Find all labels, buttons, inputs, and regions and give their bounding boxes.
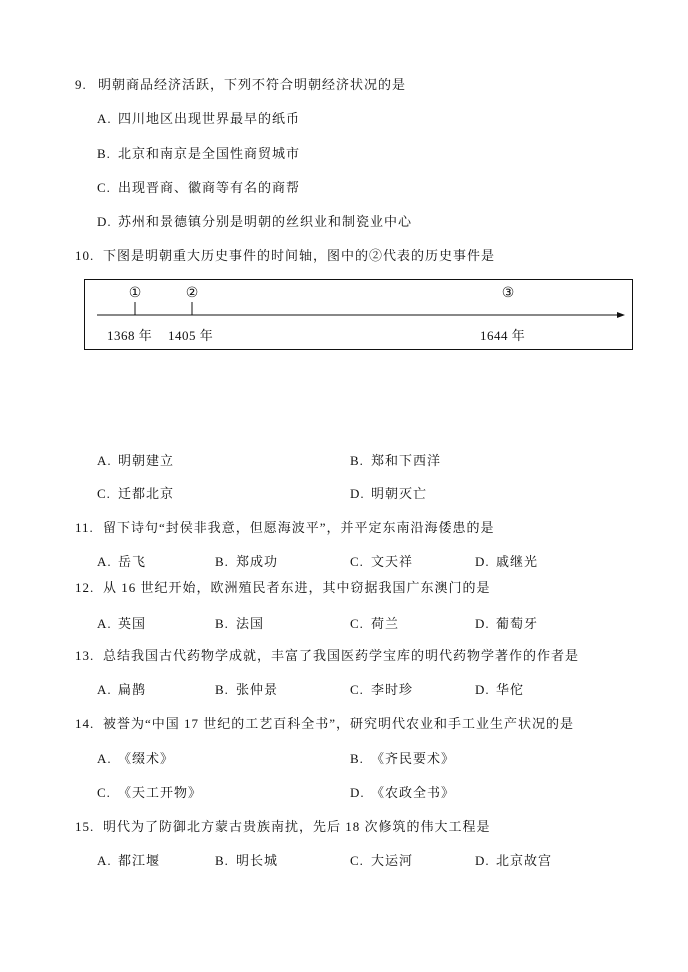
timeline-year-1: 1368 年 <box>107 328 153 343</box>
option-label: C. <box>350 853 364 868</box>
option-label: A. <box>97 616 112 631</box>
option-label: A. <box>97 751 112 766</box>
option-text: 明朝建立 <box>118 453 175 468</box>
option-label: B. <box>215 853 229 868</box>
question-stem: 被誉为“中国 17 世纪的工艺百科全书”，研究明代农业和手工业生产状况的是 <box>103 716 575 731</box>
question-12-stem-line <box>75 580 491 596</box>
option-label: B. <box>350 751 364 766</box>
option-label: A. <box>97 111 112 126</box>
timeline-marker-3: ③ <box>501 285 515 301</box>
option-text: 英国 <box>118 616 147 631</box>
option-label: D. <box>475 554 490 569</box>
option-text: 大运河 <box>371 853 414 868</box>
question-number: 13. <box>75 648 95 663</box>
timeline-marker-1: ① <box>128 285 142 301</box>
option-text: 戚继光 <box>496 554 539 569</box>
option-text: 郑和下西洋 <box>371 453 442 468</box>
question-9-option-a <box>97 111 300 127</box>
timeline-box <box>84 279 633 350</box>
option-label: A. <box>97 682 112 697</box>
question-10-stem-line <box>75 248 495 264</box>
option-label: D. <box>350 486 365 501</box>
question-stem: 从 16 世纪开始，欧洲殖民者东进，其中窃据我国广东澳门的是 <box>103 580 491 595</box>
option-label: B. <box>97 146 111 161</box>
question-14-option-d <box>350 785 455 801</box>
question-number: 12. <box>75 580 95 595</box>
question-11-option-d <box>475 554 538 570</box>
option-text: 李时珍 <box>371 682 414 697</box>
question-10-option-d <box>350 486 427 502</box>
option-text: 《天工开物》 <box>118 785 203 800</box>
question-11-option-b <box>215 554 278 570</box>
question-13-option-d <box>475 682 524 698</box>
question-9-stem-line <box>75 77 406 93</box>
question-11-option-c <box>350 554 413 570</box>
timeline-arrow-head <box>617 312 625 318</box>
timeline-marker-2: ② <box>185 285 199 301</box>
option-text: 《农政全书》 <box>371 785 456 800</box>
option-label: B. <box>215 616 229 631</box>
option-text: 明朝灭亡 <box>371 486 428 501</box>
question-14-option-b <box>350 751 455 767</box>
option-text: 北京和南京是全国性商贸城市 <box>118 146 301 161</box>
question-stem: 下图是明朝重大历史事件的时间轴，图中的②代表的历史事件是 <box>103 248 496 263</box>
question-15-option-d <box>475 853 552 869</box>
question-13-option-a <box>97 682 146 698</box>
option-label: A. <box>97 554 112 569</box>
question-15-option-b <box>215 853 278 869</box>
option-text: 苏州和景德镇分别是明朝的丝织业和制瓷业中心 <box>118 214 413 229</box>
question-14-option-c <box>97 785 202 801</box>
timeline-year-3: 1644 年 <box>480 328 526 343</box>
option-text: 华佗 <box>496 682 525 697</box>
option-text: 北京故宫 <box>496 853 553 868</box>
question-12-option-b <box>215 616 264 632</box>
question-stem: 总结我国古代药物学成就，丰富了我国医药学宝库的明代药物学著作的作者是 <box>103 648 580 663</box>
option-text: 郑成功 <box>236 554 279 569</box>
option-label: C. <box>350 682 364 697</box>
question-number: 15. <box>75 819 95 834</box>
option-label: A. <box>97 453 112 468</box>
option-text: 法国 <box>236 616 265 631</box>
question-13-option-c <box>350 682 413 698</box>
question-13-stem-line <box>75 648 579 664</box>
option-text: 四川地区出现世界最早的纸币 <box>118 111 301 126</box>
option-label: D. <box>475 682 490 697</box>
question-15-stem-line <box>75 819 491 835</box>
question-12-option-a <box>97 616 146 632</box>
option-label: D. <box>97 214 112 229</box>
question-13-option-b <box>215 682 278 698</box>
question-number: 9. <box>75 77 87 92</box>
question-11-stem-line <box>75 520 495 536</box>
option-label: B. <box>215 554 229 569</box>
question-10-option-a <box>97 453 174 469</box>
question-stem: 明朝商品经济活跃，下列不符合明朝经济状况的是 <box>98 77 407 92</box>
question-14-stem-line <box>75 716 574 732</box>
question-10-option-b <box>350 453 441 469</box>
option-text: 岳飞 <box>118 554 147 569</box>
option-label: C. <box>97 785 111 800</box>
option-text: 文天祥 <box>371 554 414 569</box>
question-number: 10. <box>75 248 95 263</box>
question-stem: 留下诗句“封侯非我意，但愿海波平”，并平定东南沿海倭患的是 <box>103 520 495 535</box>
question-number: 11. <box>75 520 94 535</box>
option-text: 《齐民要术》 <box>371 751 456 766</box>
question-12-option-d <box>475 616 538 632</box>
option-text: 扁鹊 <box>118 682 147 697</box>
option-label: C. <box>97 180 111 195</box>
option-text: 明长城 <box>236 853 279 868</box>
option-label: A. <box>97 853 112 868</box>
option-label: C. <box>350 554 364 569</box>
question-9-option-d <box>97 214 412 230</box>
option-label: C. <box>97 486 111 501</box>
question-11-option-a <box>97 554 146 570</box>
question-number: 14. <box>75 716 95 731</box>
option-label: B. <box>215 682 229 697</box>
question-15-option-a <box>97 853 160 869</box>
option-label: B. <box>350 453 364 468</box>
question-15-option-c <box>350 853 413 869</box>
option-text: 《缀术》 <box>118 751 175 766</box>
option-label: C. <box>350 616 364 631</box>
option-label: D. <box>475 853 490 868</box>
option-text: 出现晋商、徽商等有名的商帮 <box>118 180 301 195</box>
option-text: 葡萄牙 <box>496 616 539 631</box>
option-text: 都江堰 <box>118 853 161 868</box>
option-label: D. <box>350 785 365 800</box>
question-stem: 明代为了防御北方蒙古贵族南扰，先后 18 次修筑的伟大工程是 <box>103 819 491 834</box>
question-10-option-c <box>97 486 174 502</box>
option-text: 迁都北京 <box>118 486 175 501</box>
question-14-option-a <box>97 751 174 767</box>
question-12-option-c <box>350 616 399 632</box>
question-9-option-c <box>97 180 300 196</box>
option-label: D. <box>475 616 490 631</box>
timeline-year-2: 1405 年 <box>168 328 214 343</box>
question-9-option-b <box>97 146 300 162</box>
option-text: 张仲景 <box>236 682 279 697</box>
option-text: 荷兰 <box>371 616 400 631</box>
